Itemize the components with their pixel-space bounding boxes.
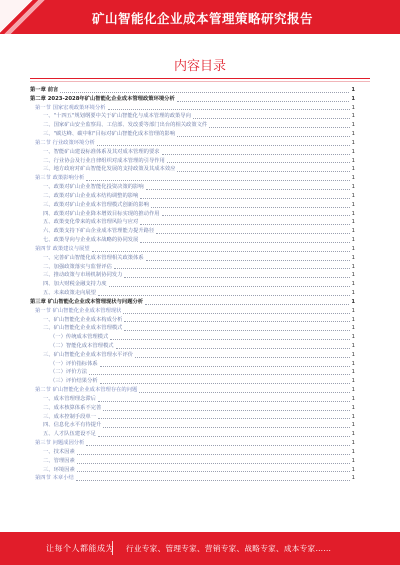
- toc-entry[interactable]: [30, 413, 355, 422]
- toc-entry-page: 1: [351, 413, 355, 420]
- toc-entry-page: 1: [351, 378, 355, 385]
- toc-entry-title: 第二节 行业政策环境分析: [35, 139, 95, 146]
- toc-entry[interactable]: [30, 245, 355, 254]
- toc-entry-page: 1: [351, 457, 355, 464]
- toc-leader-dots: [76, 479, 350, 481]
- toc-leader-dots: [77, 462, 350, 464]
- toc-entry-title: 二、矿山智能化企业成本管理模式: [43, 325, 123, 332]
- toc-leader-dots: [98, 417, 350, 419]
- toc-leader-dots: [177, 135, 350, 137]
- toc-entry-title: （三）评价结果分析: [50, 378, 98, 385]
- toc-entry-title: （二）评价方法: [50, 369, 88, 376]
- toc-entry-page: 1: [351, 201, 355, 208]
- toc-leader-dots: [97, 144, 350, 146]
- toc-leader-dots: [140, 223, 349, 225]
- toc-entry-title: 第三节 问题成因分析: [35, 440, 85, 447]
- footer-tagline: 行业专家、管理专家、营销专家、战略专家、成本专家……: [126, 544, 332, 553]
- toc-entry[interactable]: [30, 404, 355, 413]
- toc-entry-page: 1: [351, 139, 355, 146]
- report-title: 矿山智能化企业成本管理策略研究报告: [92, 11, 314, 26]
- toc-entry[interactable]: [30, 439, 355, 448]
- toc-entry-page: 1: [351, 334, 355, 341]
- toc-entry-title: 五、未来政策走向展望: [43, 290, 96, 297]
- toc-entry-page: 1: [351, 351, 355, 358]
- toc-entry[interactable]: [30, 307, 355, 316]
- toc-entry-page: 1: [351, 395, 355, 402]
- toc-leader-dots: [100, 382, 350, 384]
- toc-leader-dots: [114, 267, 350, 269]
- toc-leader-dots: [140, 241, 349, 243]
- toc-entry[interactable]: [30, 157, 355, 166]
- toc-entry-title: 第四节 政策建议与展望: [35, 245, 90, 252]
- toc-leader-dots: [193, 117, 350, 119]
- toc-leader-dots: [162, 153, 350, 155]
- toc-entry-page: 1: [351, 131, 355, 138]
- toc-leader-dots: [124, 329, 349, 331]
- toc-entry[interactable]: [30, 218, 355, 227]
- toc-entry[interactable]: [30, 324, 355, 333]
- toc-entry-title: 二、加强政策落实与监督评估: [43, 263, 112, 270]
- toc-leader-dots: [60, 91, 349, 93]
- toc-entry-page: 1: [351, 113, 355, 120]
- toc-leader-dots: [140, 197, 349, 199]
- toc-entry[interactable]: [30, 369, 355, 378]
- toc-entry-page: 1: [351, 122, 355, 129]
- toc-entry[interactable]: [30, 174, 355, 183]
- toc-entry[interactable]: [30, 112, 355, 121]
- toc-entry-title: （二）智能化成本管理模式: [50, 343, 114, 349]
- toc-entry[interactable]: [30, 430, 355, 439]
- toc-entry-title: 四、信息化水平有待提升: [43, 422, 102, 429]
- toc-leader-dots: [135, 356, 350, 358]
- toc-entry-title: 一、智能矿山建设标准体系及其对成本管理的要求: [43, 148, 160, 155]
- toc-leader-dots: [151, 206, 350, 208]
- footer-slogan: 让每个人都能成为: [46, 544, 114, 553]
- toc-entry[interactable]: [30, 360, 355, 369]
- toc-entry[interactable]: [30, 280, 355, 289]
- toc-leader-dots: [89, 373, 350, 375]
- toc-leader-dots: [124, 320, 349, 322]
- toc-entry-title: 第三章 矿山智能化企业成本管理现状与问题分析: [30, 298, 144, 305]
- toc-entry-title: 三、矿山智能化企业成本管理水平评价: [43, 351, 134, 358]
- toc-entry-page: 1: [351, 343, 355, 349]
- toc-entry[interactable]: [30, 351, 355, 360]
- toc-entry-title: 三、政策对矿山企业成本管理模式创新的影响: [43, 201, 149, 208]
- toc-entry-page: 1: [351, 86, 355, 93]
- footer-divider: [112, 541, 113, 555]
- toc-entry-title: 三、地方政府对矿山智能化发展的支持政策及其成本效应: [43, 166, 176, 173]
- toc-entry[interactable]: [30, 227, 355, 236]
- toc-entry-title: 第二节 矿山智能化企业成本管理存在的问题: [35, 387, 138, 394]
- toc-entry[interactable]: [30, 192, 355, 201]
- toc-leader-dots: [146, 259, 350, 261]
- header-stripe: [0, 0, 46, 34]
- toc-entry-page: 1: [351, 237, 355, 244]
- toc-entry-title: 第三节 政策影响分析: [35, 175, 85, 182]
- toc-entry-title: 四、加大财税金融支持力度: [43, 281, 107, 288]
- toc-entry-page: 1: [351, 148, 355, 155]
- toc-entry[interactable]: [30, 457, 355, 466]
- toc-leader-dots: [124, 276, 349, 278]
- toc-entry-title: 二、成本核算体系不完善: [43, 404, 102, 411]
- toc-entry[interactable]: [30, 421, 355, 430]
- toc-entry-page: 1: [351, 404, 355, 411]
- toc-entry-page: 1: [351, 263, 355, 270]
- toc-entry[interactable]: [30, 148, 355, 157]
- toc-entry-title: 四、政策对矿山企业降本增效目标实现的推动作用: [43, 210, 160, 217]
- toc-entry-page: 1: [351, 245, 355, 252]
- toc-entry-page: 1: [351, 307, 355, 314]
- toc-heading: 内容目录: [173, 59, 226, 74]
- toc-divider: [30, 78, 370, 79]
- toc-leader-dots: [110, 338, 349, 340]
- toc-entry[interactable]: [30, 333, 355, 342]
- toc-entry[interactable]: [30, 183, 355, 192]
- toc-leader-dots: [167, 161, 350, 163]
- toc-leader-dots: [86, 444, 349, 446]
- toc-entry-title: 第二章 2023-2028年矿山智能化企业成本管理政策环境分析: [30, 95, 175, 102]
- toc-leader-dots: [86, 179, 349, 181]
- toc-entry[interactable]: [30, 448, 355, 457]
- toc-leader-dots: [109, 285, 350, 287]
- toc-entry[interactable]: [30, 271, 355, 280]
- toc-entry-title: 二、管理因素: [43, 457, 75, 464]
- toc-entry[interactable]: [30, 165, 355, 174]
- toc-entry[interactable]: [30, 121, 355, 130]
- toc-entry-page: 1: [351, 228, 355, 235]
- toc-entry[interactable]: [30, 395, 355, 404]
- toc-entry-page: 1: [351, 104, 355, 111]
- toc-entry-title: 二、行业协会及行业自律组织对成本管理的引导作用: [43, 157, 165, 164]
- toc-leader-dots: [177, 100, 350, 102]
- toc-leader-dots: [123, 312, 349, 314]
- toc-entry-page: 1: [351, 298, 355, 305]
- toc-entry-title: 一、"十四五"规划纲要中关于矿山智能化与成本管理的政策导向: [43, 113, 191, 120]
- toc-leader-dots: [103, 409, 349, 411]
- toc-entry[interactable]: [30, 289, 355, 298]
- toc-entry[interactable]: [30, 263, 355, 272]
- toc-leader-dots: [77, 453, 350, 455]
- toc-entry-page: 1: [351, 192, 355, 199]
- toc-leader-dots: [177, 170, 349, 172]
- toc-leader-dots: [162, 214, 350, 216]
- toc-entry-page: 1: [351, 219, 355, 226]
- toc-entry[interactable]: [30, 139, 355, 148]
- toc-entry-page: 1: [351, 448, 355, 455]
- toc-leader-dots: [209, 126, 349, 128]
- header-banner: [0, 0, 400, 34]
- toc-entry-page: 1: [351, 281, 355, 288]
- toc-entry[interactable]: [30, 342, 355, 351]
- toc-leader-dots: [98, 294, 350, 296]
- toc-entry[interactable]: [30, 104, 355, 113]
- toc-entry[interactable]: [30, 377, 355, 386]
- toc-leader-dots: [146, 188, 350, 190]
- toc-entry-title: 一、矿山智能化企业成本构成分析: [43, 316, 123, 323]
- toc-leader-dots: [156, 232, 349, 234]
- toc-entry-title: 第一节 矿山智能化企业成本管理现状: [35, 307, 122, 314]
- toc-leader-dots: [139, 391, 349, 393]
- toc-entry-title: 一、政策对矿山企业智能化投资决策的影响: [43, 184, 144, 191]
- toc-leader-dots: [108, 108, 350, 110]
- toc-entry-title: 三、成本控制手段单一: [43, 413, 96, 420]
- toc-leader-dots: [77, 470, 350, 472]
- toc-entry-page: 1: [351, 475, 355, 482]
- toc-entry-page: 1: [351, 360, 355, 367]
- toc-entry-title: 五、人才队伍建设不足: [43, 431, 96, 438]
- toc-entry[interactable]: [30, 95, 355, 104]
- toc-entry-title: 五、政策变化带来的成本管理风险与应对: [43, 219, 139, 226]
- toc-entry-title: 三、环境因素: [43, 466, 75, 473]
- toc-entry[interactable]: [30, 236, 355, 245]
- toc-entry-title: 第四节 本章小结: [35, 475, 74, 482]
- toc-entry-title: （一）传统成本管理模式: [50, 334, 109, 341]
- toc-entry-page: 1: [351, 166, 355, 173]
- toc-entry-title: 六、政策支持下矿山企业成本管理能力提升路径: [43, 228, 155, 235]
- toc-divider-secondary: [30, 81, 370, 82]
- toc-entry[interactable]: [30, 130, 355, 139]
- toc-entry-page: 1: [351, 272, 355, 279]
- toc-leader-dots: [98, 435, 350, 437]
- toc-entry[interactable]: [30, 298, 355, 307]
- toc-leader-dots: [116, 347, 350, 349]
- toc-leader-dots: [98, 400, 350, 402]
- footer-banner: [0, 532, 400, 565]
- toc-entry[interactable]: [30, 201, 355, 210]
- toc-entry-page: 1: [351, 95, 355, 102]
- toc-entry-title: （一）评价指标体系: [50, 360, 98, 367]
- toc-entry-page: 1: [351, 210, 355, 217]
- toc-entry[interactable]: [30, 466, 355, 475]
- toc-entry-title: 三、推动政策与市场机制协同发力: [43, 272, 123, 279]
- table-of-contents: [30, 86, 355, 483]
- toc-entry-title: 二、政策对矿山企业成本结构调整的影响: [43, 192, 139, 199]
- toc-entry-page: 1: [351, 157, 355, 164]
- toc-entry[interactable]: [30, 386, 355, 395]
- toc-entry-title: 一、成本管理理念滞后: [43, 395, 96, 402]
- toc-entry-title: 一、完善矿山智能化成本管理相关政策体系: [43, 254, 144, 261]
- toc-entry-title: 三、"碳达峰、碳中和"目标对矿山智能化成本管理的影响: [43, 131, 175, 138]
- toc-entry[interactable]: [30, 316, 355, 325]
- toc-entry-title: 七、政策导向与企业成本战略的协同发展: [43, 237, 139, 244]
- toc-entry-page: 1: [351, 466, 355, 473]
- toc-entry-page: 1: [351, 440, 355, 447]
- toc-entry[interactable]: [30, 254, 355, 263]
- toc-entry-page: 1: [351, 369, 355, 376]
- toc-leader-dots: [100, 365, 350, 367]
- toc-entry-page: 1: [351, 254, 355, 261]
- toc-entry-page: 1: [351, 325, 355, 332]
- toc-entry-page: 1: [351, 316, 355, 323]
- toc-entry-page: 1: [351, 290, 355, 297]
- toc-entry[interactable]: [30, 210, 355, 219]
- toc-entry-page: 1: [351, 175, 355, 182]
- toc-entry-page: 1: [351, 422, 355, 429]
- toc-entry-page: 1: [351, 184, 355, 191]
- toc-entry-page: 1: [351, 431, 355, 438]
- toc-leader-dots: [103, 426, 349, 428]
- toc-entry-title: 一、技术因素: [43, 448, 75, 455]
- toc-entry-title: 二、国家矿山安全监察局、工信部、发改委等部门出台的相关政策文件: [43, 122, 208, 129]
- toc-entry[interactable]: [30, 86, 355, 95]
- toc-entry-title: 第一章 前言: [30, 86, 59, 93]
- toc-entry-page: 1: [351, 387, 355, 394]
- toc-leader-dots: [145, 303, 349, 305]
- toc-leader-dots: [92, 250, 350, 252]
- toc-entry-title: 第一节 国家宏观政策环境分析: [35, 104, 106, 111]
- toc-entry[interactable]: [30, 474, 355, 483]
